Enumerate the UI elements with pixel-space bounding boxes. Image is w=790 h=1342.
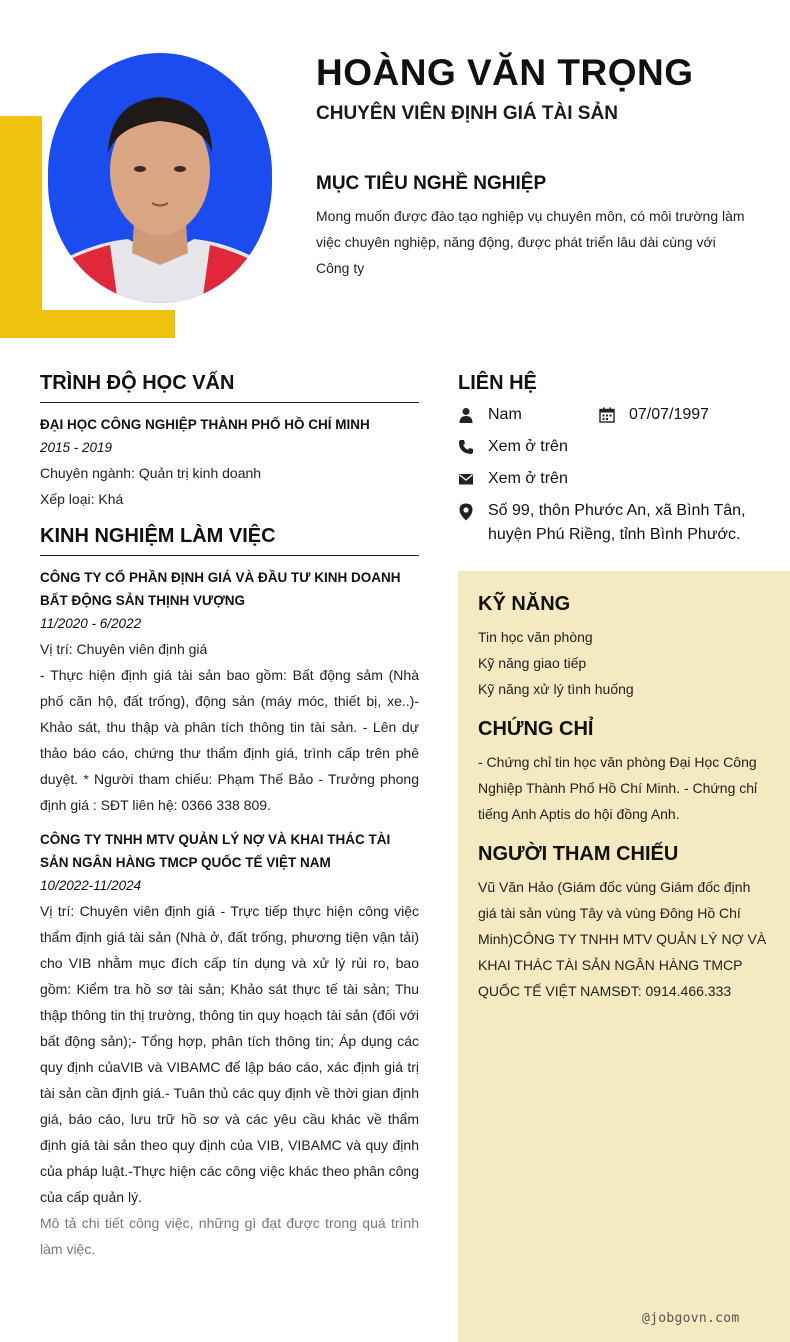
- job-description-placeholder: Mô tả chi tiết công việc, những gì đạt được trong quá trình làm việc.: [40, 1215, 419, 1257]
- contact-address: Số 99, thôn Phước An, xã Bình Tân, huyện Phú Riềng, tỉnh Bình Phước.: [488, 502, 746, 543]
- references-section: [478, 843, 770, 1004]
- job-company: CÔNG TY CỔ PHẦN ĐỊNH GIÁ VÀ ĐẦU TƯ KINH DOANH BẤT ĐỘNG SẢN THỊNH VƯỢNG: [40, 570, 401, 608]
- contact-gender-row: [458, 403, 758, 427]
- profile-photo: [48, 53, 272, 303]
- candidate-name: HOÀNG VĂN TRỌNG: [316, 52, 694, 93]
- certificates-text: - Chứng chỉ tin học văn phòng Đại Học Công Nghiệp Thành Phố Hồ Chí Minh. - Chứng chỉ tiếng Anh Aptis do hội đồng Anh.: [478, 754, 758, 822]
- objective-text: Mong muốn được đào tạo nghiệp vụ chuyên môn, có môi trường làm việc chuyên nghiệp, năng động, được phát triển lâu dài cùng với Công ty: [316, 208, 745, 276]
- contact-heading: LIÊN HỆ: [458, 372, 537, 394]
- education-entry: [40, 413, 419, 512]
- certificates-section: [478, 718, 770, 827]
- contact-address-row: [458, 499, 758, 547]
- job-entry: [40, 828, 419, 1262]
- contact-email-row: [458, 467, 758, 491]
- contact-email: Xem ở trên: [488, 470, 568, 487]
- job-description: - Thực hiện định giá tài sản bao gồm: Bất động sảm (Nhà phố căn hộ, đất trống), động sản (máy móc, thiết bị, xe..)- Khảo sát, thu thập và phân tích thông tin tài sản. - Lên dự thảo báo cáo, chứng thư thẩm định giá, trình cấp trên phê duyệt. * Người tham chiếu: Phạm Thế Bảo - Trưởng phong định giá : SĐT liên hệ: 0366 338 809.: [40, 667, 419, 813]
- left-column: [40, 372, 419, 1262]
- candidate-job-title: CHUYÊN VIÊN ĐỊNH GIÁ TÀI SẢN: [316, 103, 618, 124]
- calendar-icon: [599, 407, 615, 423]
- accent-bar-horizontal: [0, 310, 175, 338]
- person-icon: [458, 407, 474, 423]
- phone-icon: [458, 439, 474, 455]
- watermark: @jobgovn.com: [642, 1311, 740, 1326]
- job-entry: [40, 566, 419, 818]
- mail-icon: [458, 471, 474, 487]
- references-text: Vũ Văn Hảo (Giám đốc vùng Giám đốc định giá tài sản vùng Tây và vùng Đông Hồ Chí Minh)CÔNG TY TNHH MTV QUẢN LÝ NỢ VÀ KHAI THÁC TÀI SẢN NGÂN HÀNG TMCP QUỐC TẾ VIỆT NAMSĐT: 0914.466.333: [478, 879, 767, 999]
- experience-heading: KINH NGHIỆM LÀM VIỆC: [40, 525, 419, 556]
- job-description: Vị trí: Chuyên viên định giá - Trực tiếp thực hiện công việc thẩm định giá tài sản (Nhà ở, đất trống, phương tiện vận tải) cho VIB nhằm mục đích cấp tín dụng và xử lý rủi ro, bao gồm: Kiểm tra hồ sơ tài sản; Khảo sát thực tế tài sản; Thu thập thông tin thị trường, thông tin quy hoạch tài sản (đối với bất động sản);- Tổng hợp, phân tích thông tin; Áp dụng các quy định củaVIB và VIBAMC để lập báo cáo, xác định giá trị tài sản cần định giá.- Tuân thủ các quy định về thời gian định giá, báo cáo, lưu trữ hồ sơ và các yêu cầu khác về thẩm định giá tài sản theo quy định của VIB, VIBAMC và quy định của pháp luật.-Thực hiện các công việc khác theo phân công của cấp quản lý.: [40, 903, 419, 1205]
- references-heading: NGƯỜI THAM CHIẾU: [478, 843, 679, 865]
- side-panel: [458, 571, 790, 1342]
- job-position: Vị trí: Chuyên viên định giá: [40, 641, 208, 657]
- skills-section: [478, 593, 770, 702]
- certificates-heading: CHỨNG CHỈ: [478, 718, 594, 740]
- contact-phone: Xem ở trên: [488, 438, 568, 455]
- contact-dob: 07/07/1997: [629, 406, 710, 423]
- skill-item: Tin học văn phòng: [478, 629, 593, 645]
- school-name: ĐẠI HỌC CÔNG NGHIỆP THÀNH PHỐ HỒ CHÍ MINH: [40, 417, 370, 432]
- location-pin-icon: [458, 503, 474, 521]
- education-major: Chuyên ngành: Quản trị kinh doanh: [40, 465, 262, 481]
- skill-item: Kỹ năng giao tiếp: [478, 655, 587, 671]
- accent-bar-vertical: [0, 116, 42, 338]
- contact-phone-row: [458, 435, 758, 459]
- education-period: 2015 - 2019: [40, 440, 113, 455]
- job-period: 11/2020 - 6/2022: [40, 616, 142, 631]
- contact-section: [458, 372, 758, 547]
- objective-heading: MỤC TIÊU NGHỀ NGHIỆP: [316, 173, 547, 194]
- job-company: CÔNG TY TNHH MTV QUẢN LÝ NỢ VÀ KHAI THÁC TÀI SẢN NGÂN HÀNG TMCP QUỐC TẾ VIỆT NAM: [40, 832, 391, 870]
- job-period: 10/2022-11/2024: [40, 878, 142, 893]
- skill-item: Kỹ năng xử lý tình huống: [478, 681, 634, 697]
- education-grade: Xếp loại: Khá: [40, 491, 124, 507]
- skills-heading: KỸ NĂNG: [478, 593, 571, 615]
- education-heading: TRÌNH ĐỘ HỌC VẤN: [40, 372, 419, 403]
- contact-gender: Nam: [488, 406, 522, 423]
